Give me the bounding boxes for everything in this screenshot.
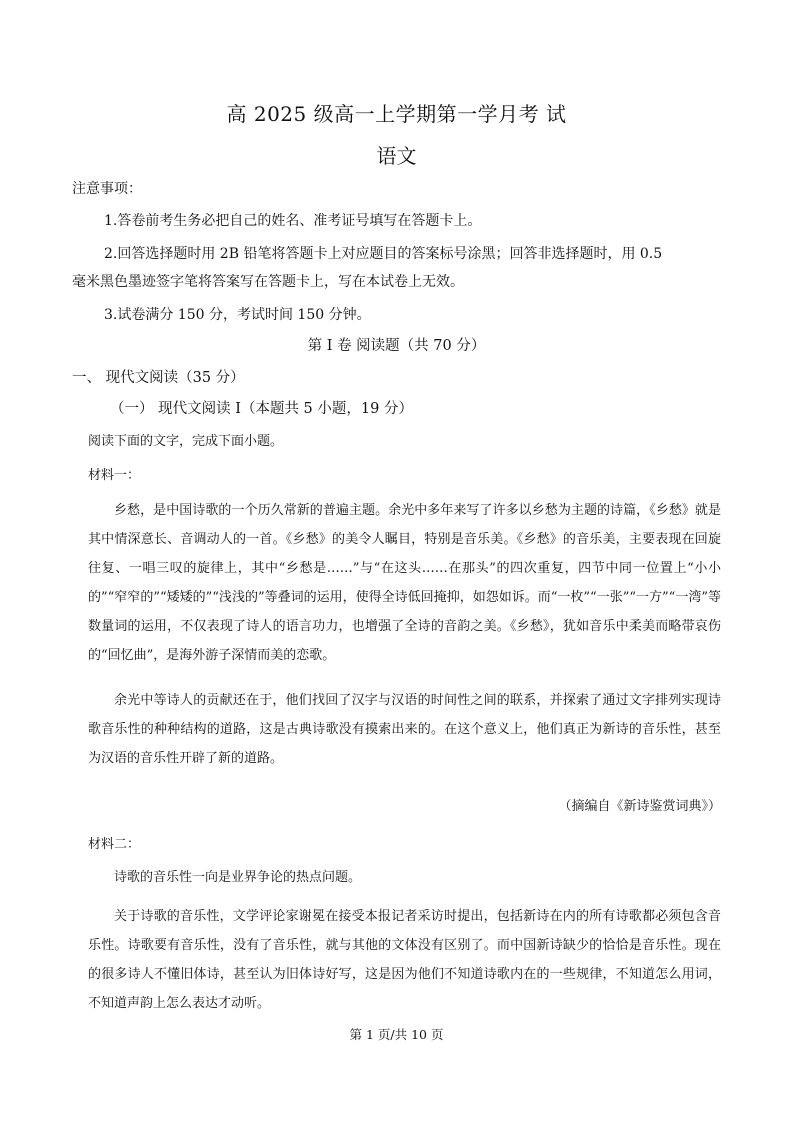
- material-2-label: 材料二：: [88, 837, 141, 852]
- material-2-paragraph-2: 关于诗歌的音乐性，文学评论家谢冕在接受本报记者采访时提出，包括新诗在内的所有诗歌都必须包含音乐性。诗歌要有音乐性，没有了音乐性，就与其他的文体没有区别了。而中国新诗缺少的恰恰是音乐性。现在的很多诗人不懂旧体诗，甚至认为旧体诗好写，这是因为他们不知道诗歌内在的一些规律，不知道怎么用词，不知道声韵上怎么表达才动听。: [88, 909, 721, 1011]
- material-1-paragraph-1: 乡愁，是中国诗歌的一个历久常新的普遍主题。余光中多年来写了许多以乡愁为主题的诗篇，《乡愁》就是其中情深意长、音调动人的一首。《乡愁》的美令人瞩目，特别是音乐美。《乡愁》的音乐美，主要表现在回旋往复、一唱三叹的旋律上，其中“乡愁是……”与“在这头……在那头”的四次重复，四节中同一位置上“小小的”“窄窄的”“矮矮的”“浅浅的”等叠词的运用，使得全诗低回掩抑，如怨如诉。而“一枚”“一张”“一方”“一湾”等数量词的运用，不仅表现了诗人的语言功力，也增强了全诗的音韵之美。《乡愁》，犹如音乐中柔美而略带哀伤的“回忆曲”，是海外游子深情而美的恋歌。: [88, 503, 721, 663]
- material-1-label: 材料一：: [88, 468, 141, 483]
- notice-item-2: 2.回答选择题时用 2B 铅笔将答题卡上对应题目的答案标号涂黑；回答非选择题时，用 0.5: [104, 246, 663, 262]
- section-1-title: 一、 现代文阅读（35 分）: [72, 370, 245, 386]
- material-1-paragraph-2: 余光中等诗人的贡献还在于，他们找回了汉字与汉语的时间性之间的联系，并探索了通过文字排列实现诗歌音乐性的种种结构的道路，这是古典诗歌没有摸索出来的。在这个意义上，他们真正为新诗的音乐性，甚至为汉语的音乐性开辟了新的道路。: [88, 693, 721, 766]
- exam-title: 高 2025 级高一上学期第一学月考 试: [226, 102, 567, 126]
- exam-subject: 语文: [376, 144, 417, 168]
- material-1-source: （摘编自《新诗鉴赏词典》）: [558, 799, 721, 814]
- reading-instruction: 阅读下面的文字，完成下面小题。: [88, 434, 284, 449]
- notice-heading: 注意事项：: [72, 181, 142, 197]
- notice-item-1: 1.答卷前考生务必把自己的姓名、准考证号填写在答题卡上。: [104, 213, 482, 229]
- notice-item-2-cont: 毫米黑色墨迹签字笔将答案写在答题卡上，写在本试卷上无效。: [72, 274, 464, 290]
- material-2-paragraph-1: 诗歌的音乐性一向是业界争论的热点问题。: [114, 870, 362, 885]
- volume-heading: 第 I 卷 阅读题（共 70 分）: [307, 338, 486, 354]
- page-number: 第 1 页/共 10 页: [349, 1027, 444, 1042]
- section-1-subtitle: （一） 现代文阅读 I（本题共 5 小题，19 分）: [110, 401, 413, 417]
- notice-item-3: 3.试卷满分 150 分，考试时间 150 分钟。: [104, 307, 371, 323]
